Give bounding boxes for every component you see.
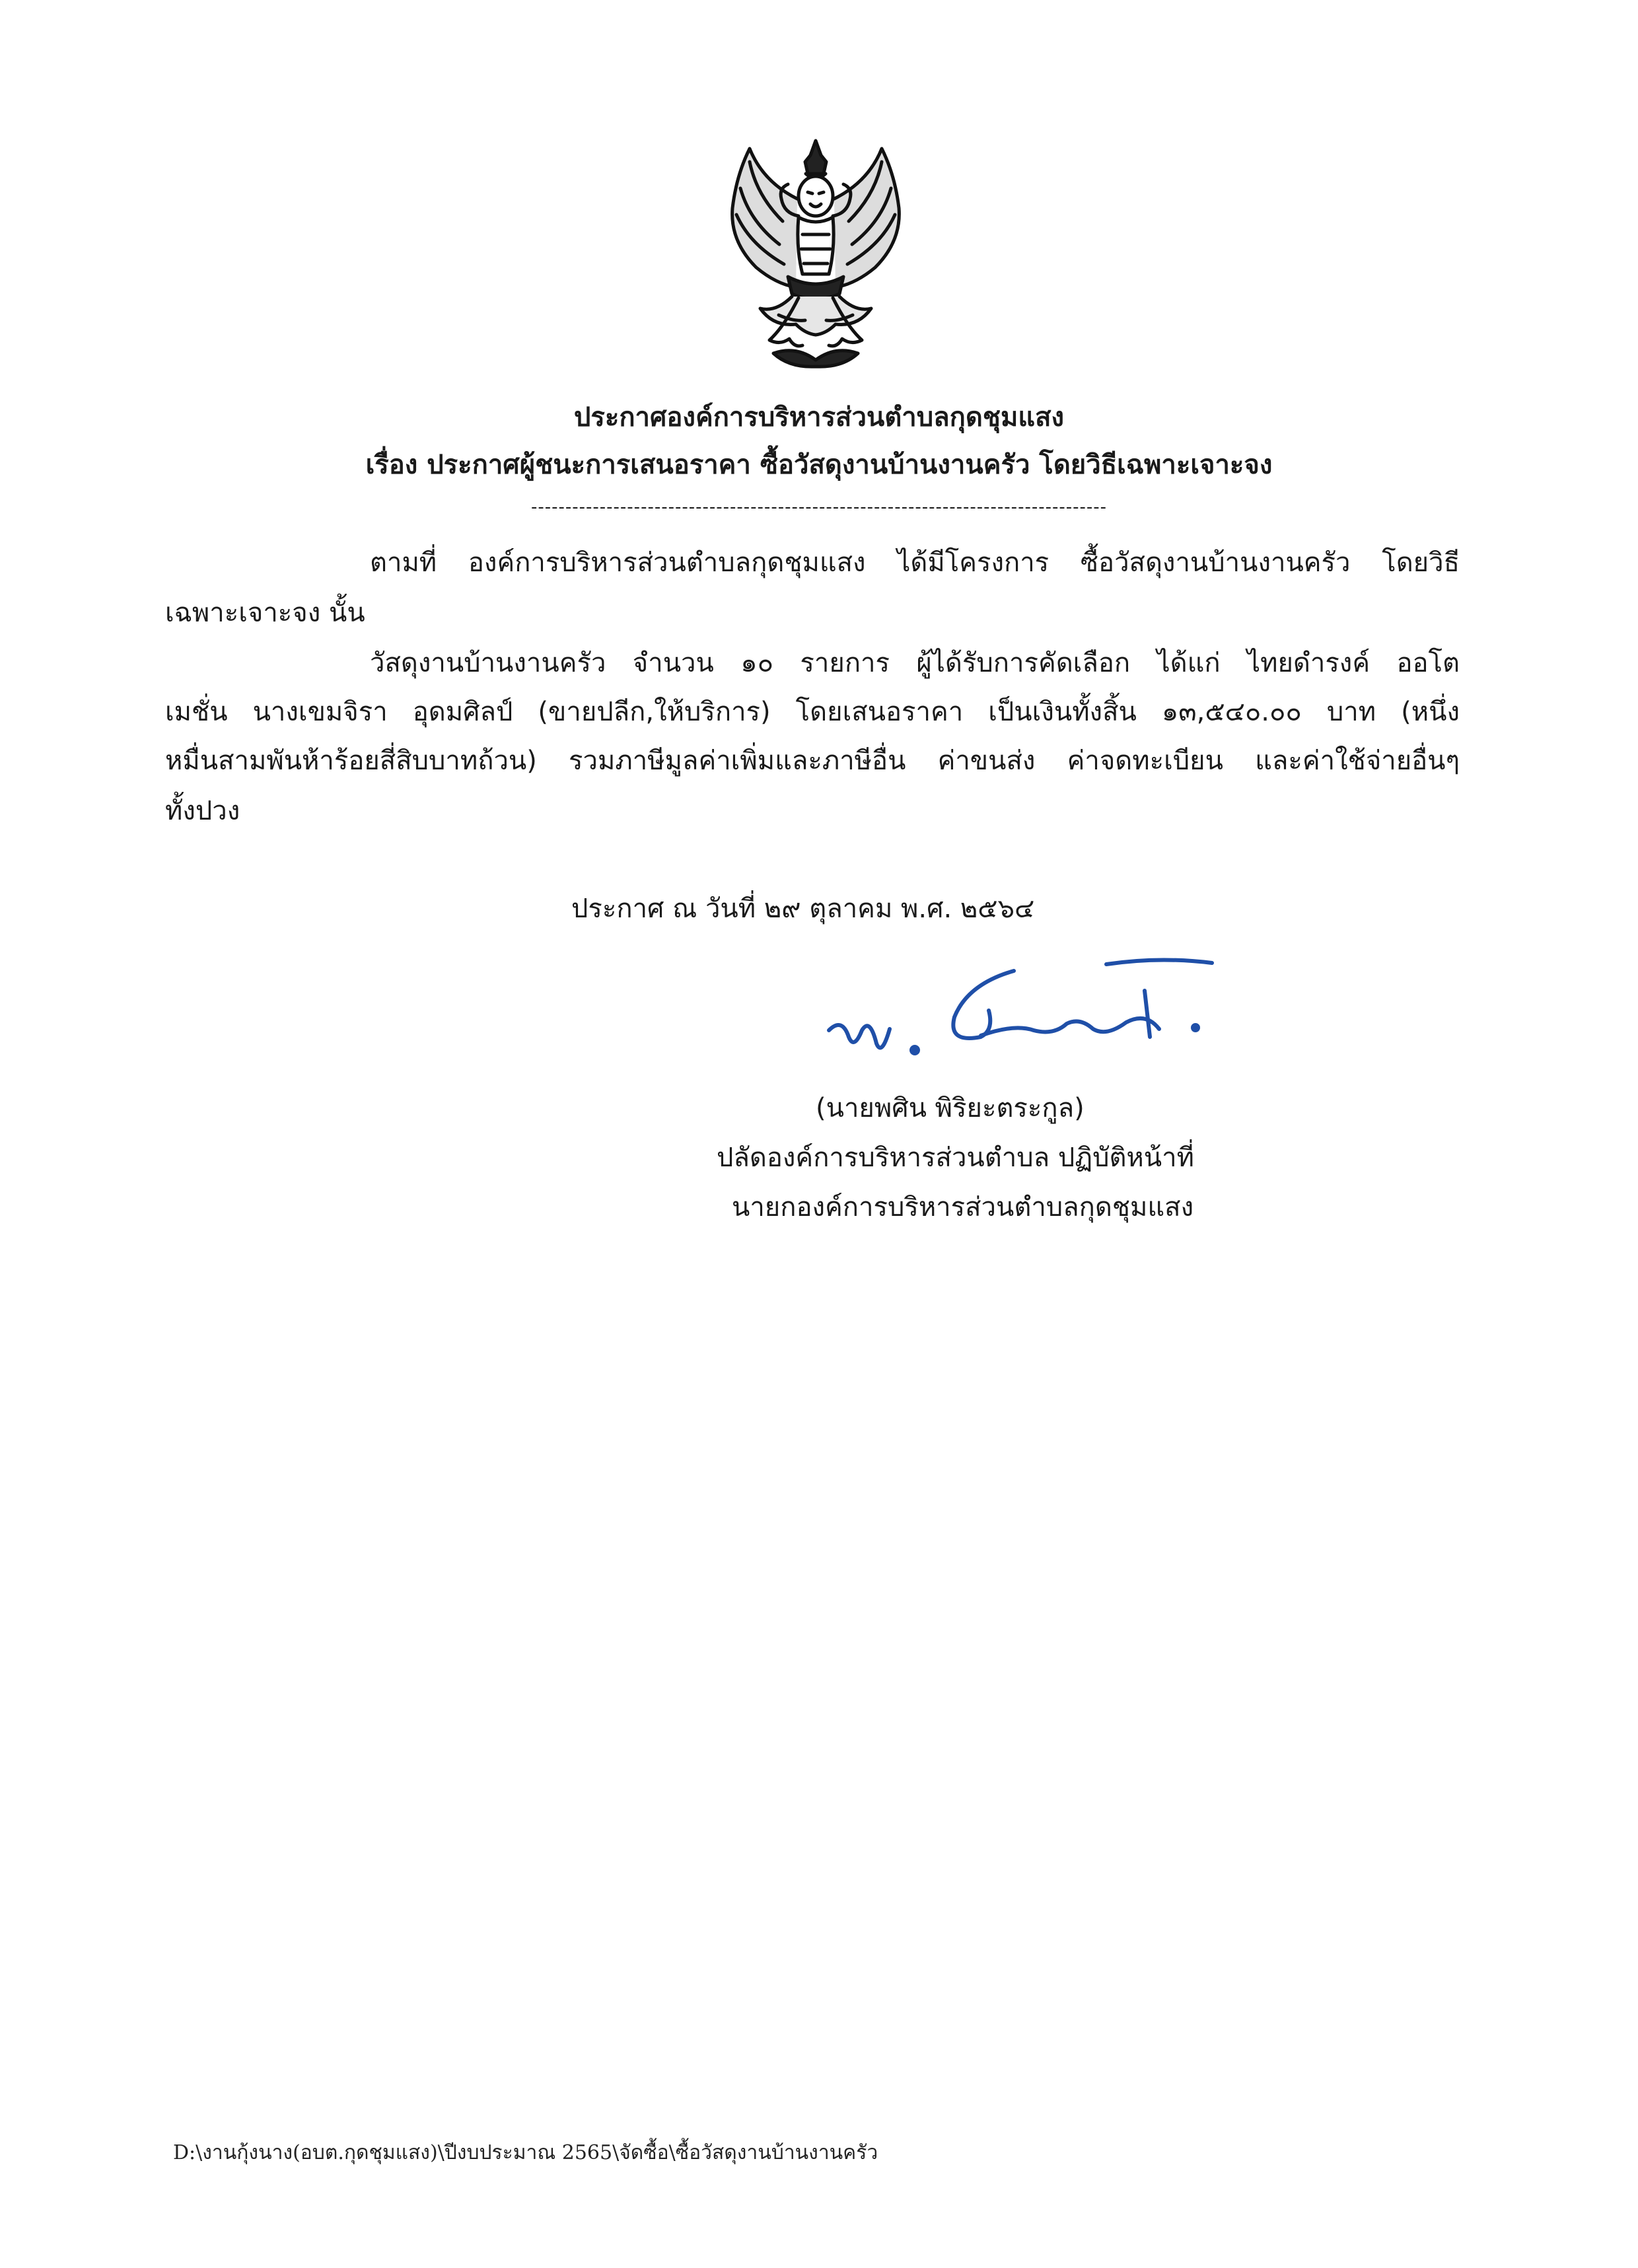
paragraph-2-line-2: เมชั่น นางเขมจิรา อุดมศิลป์ (ขายปลีก,ให้บริการ) โดยเสนอราคา เป็นเงินทั้งสิ้น ๑๓,๕๔๐.๐๐ บาท (หนึ่ง bbox=[165, 697, 1460, 727]
paragraph-2-line-4: ทั้งปวง bbox=[165, 796, 240, 826]
announcement-date: ประกาศ ณ วันที่ ๒๙ ตุลาคม พ.ศ. ๒๕๖๔ bbox=[571, 894, 1035, 924]
paragraph-1-line-2: เฉพาะเจาะจง นั้น bbox=[165, 598, 365, 628]
title-divider: ------------------------------------------------------------------------------------ bbox=[530, 497, 1108, 517]
paragraph-2-line-3: หมื่นสามพันห้าร้อยสี่สิบบาทถ้วน) รวมภาษีมูลค่าเพิ่มและภาษีอื่น ค่าขนส่ง ค่าจดทะเบียน และค่าใช้จ่ายอื่นๆ bbox=[165, 746, 1460, 776]
document-subject: เรื่อง ประกาศผู้ชนะการเสนอราคา ซื้อวัสดุงานบ้านงานครัว โดยวิธีเฉพาะเจาะจง bbox=[365, 450, 1273, 480]
footer-file-path: D:\งานกุ้งนาง(อบต.กุดชุมแสง)\ปีงบประมาณ 2565\จัดซื้อ\ซื้อวัสดุงานบ้านงานครัว bbox=[173, 2141, 878, 2164]
signatory-name: (นายพศิน พิริยะตระกูล) bbox=[816, 1093, 1085, 1123]
paragraph-1-line-1: ตามที่ องค์การบริหารส่วนตำบลกุดชุมแสง ได้มีโครงการ ซื้อวัสดุงานบ้านงานครัว โดยวิธี bbox=[370, 548, 1460, 578]
signatory-position-line-1: ปลัดองค์การบริหารส่วนตำบล ปฏิบัติหน้าที่ bbox=[717, 1143, 1194, 1173]
garuda-emblem-icon bbox=[710, 135, 921, 373]
handwritten-signature-icon bbox=[816, 951, 1225, 1083]
signatory-position-line-2: นายกองค์การบริหารส่วนตำบลกุดชุมแสง bbox=[732, 1192, 1194, 1223]
document-title: ประกาศองค์การบริหารส่วนตำบลกุดชุมแสง bbox=[573, 402, 1065, 433]
paragraph-2-line-1: วัสดุงานบ้านงานครัว จำนวน ๑๐ รายการ ผู้ได้รับการคัดเลือก ได้แก่ ไทยดำรงค์ ออโต bbox=[370, 648, 1460, 678]
